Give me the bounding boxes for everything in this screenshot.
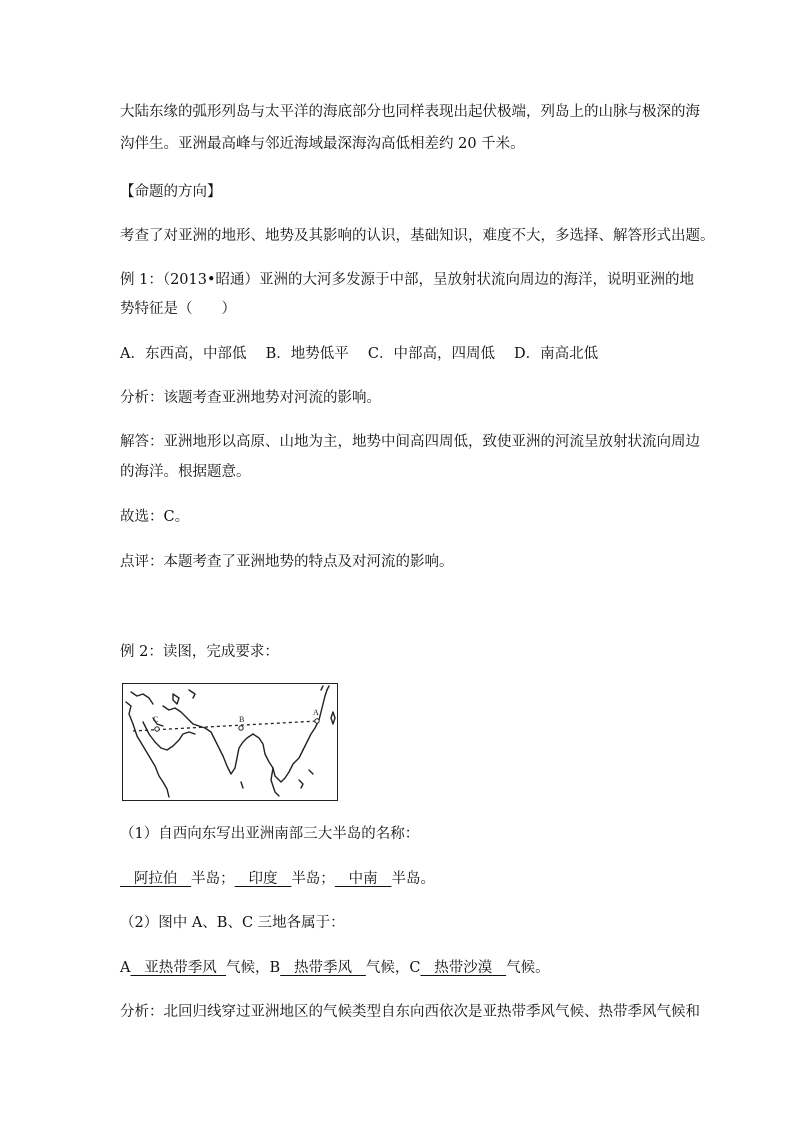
example1-options: A．东西高，中部低 B．地势低平 C．中部高，四周低 D．南高北低 xyxy=(120,346,599,362)
answer-blank: 印度 xyxy=(234,871,292,887)
example1-question: 势特征是（ ） xyxy=(120,301,236,317)
answer-blank: 中南 xyxy=(334,871,392,887)
map-label-c: C xyxy=(153,715,159,724)
map-label-a: A xyxy=(313,708,319,717)
example2-a1 xyxy=(120,864,680,894)
example1-choice: 故选：C。 xyxy=(120,509,190,525)
map-label-b: B xyxy=(239,715,245,724)
example1-comment: 点评：本题考查了亚洲地势的特点及对河流的影响。 xyxy=(120,554,454,570)
answer-suffix: 气候。 xyxy=(506,960,550,976)
answer-blank: 亚热带季风 xyxy=(130,960,227,976)
example2-q2: （2）图中 A、B、C 三地各属于： xyxy=(120,915,345,931)
answer-suffix: 半岛； xyxy=(291,871,335,887)
example2-a2 xyxy=(120,953,680,983)
answer-prefix: A xyxy=(120,960,131,976)
example2-q1: （1）自西向东写出亚洲南部三大半岛的名称： xyxy=(120,826,420,842)
answer-blank: 阿拉伯 xyxy=(120,871,192,887)
example2-intro: 例 2：读图，完成要求： xyxy=(120,644,279,660)
example1-analysis: 分析：该题考查亚洲地势对河流的影响。 xyxy=(120,390,381,406)
section-heading: 【命题的方向】 xyxy=(120,184,222,200)
answer-blank: 热带沙漠 xyxy=(420,960,507,976)
answer-blank: 热带季风 xyxy=(280,960,366,976)
answer-suffix: 气候，B xyxy=(226,960,281,976)
asia-map-figure xyxy=(122,683,338,801)
example1-answer: 的海洋。根据题意。 xyxy=(120,464,251,480)
answer-suffix: 气候，C xyxy=(365,960,421,976)
answer-suffix: 半岛。 xyxy=(391,871,435,887)
example2-analysis: 分析：北回归线穿过亚洲地区的气候类型自东向西依次是亚热带季风气候、热带季风气候和 xyxy=(120,1004,700,1020)
asia-map xyxy=(123,684,336,799)
example1-question: 例 1：（2013•昭通）亚洲的大河多发源于中部，呈放射状流向周边的海洋，说明亚洲的地 xyxy=(120,272,695,288)
direction-text: 考查了对亚洲的地形、地势及其影响的认识，基础知识，难度不大，多选择、解答形式出题。 xyxy=(120,228,715,244)
para-line: 大陆东缘的弧形列岛与太平洋的海底部分也同样表现出起伏极端，列岛上的山脉与极深的海 xyxy=(120,104,700,120)
para-line: 沟伴生。亚洲最高峰与邻近海域最深海沟高低相差约 20 千米。 xyxy=(120,136,525,152)
example1-answer: 解答：亚洲地形以高原、山地为主，地势中间高四周低，致使亚洲的河流呈放射状流向周边 xyxy=(120,434,700,450)
answer-suffix: 半岛； xyxy=(191,871,235,887)
